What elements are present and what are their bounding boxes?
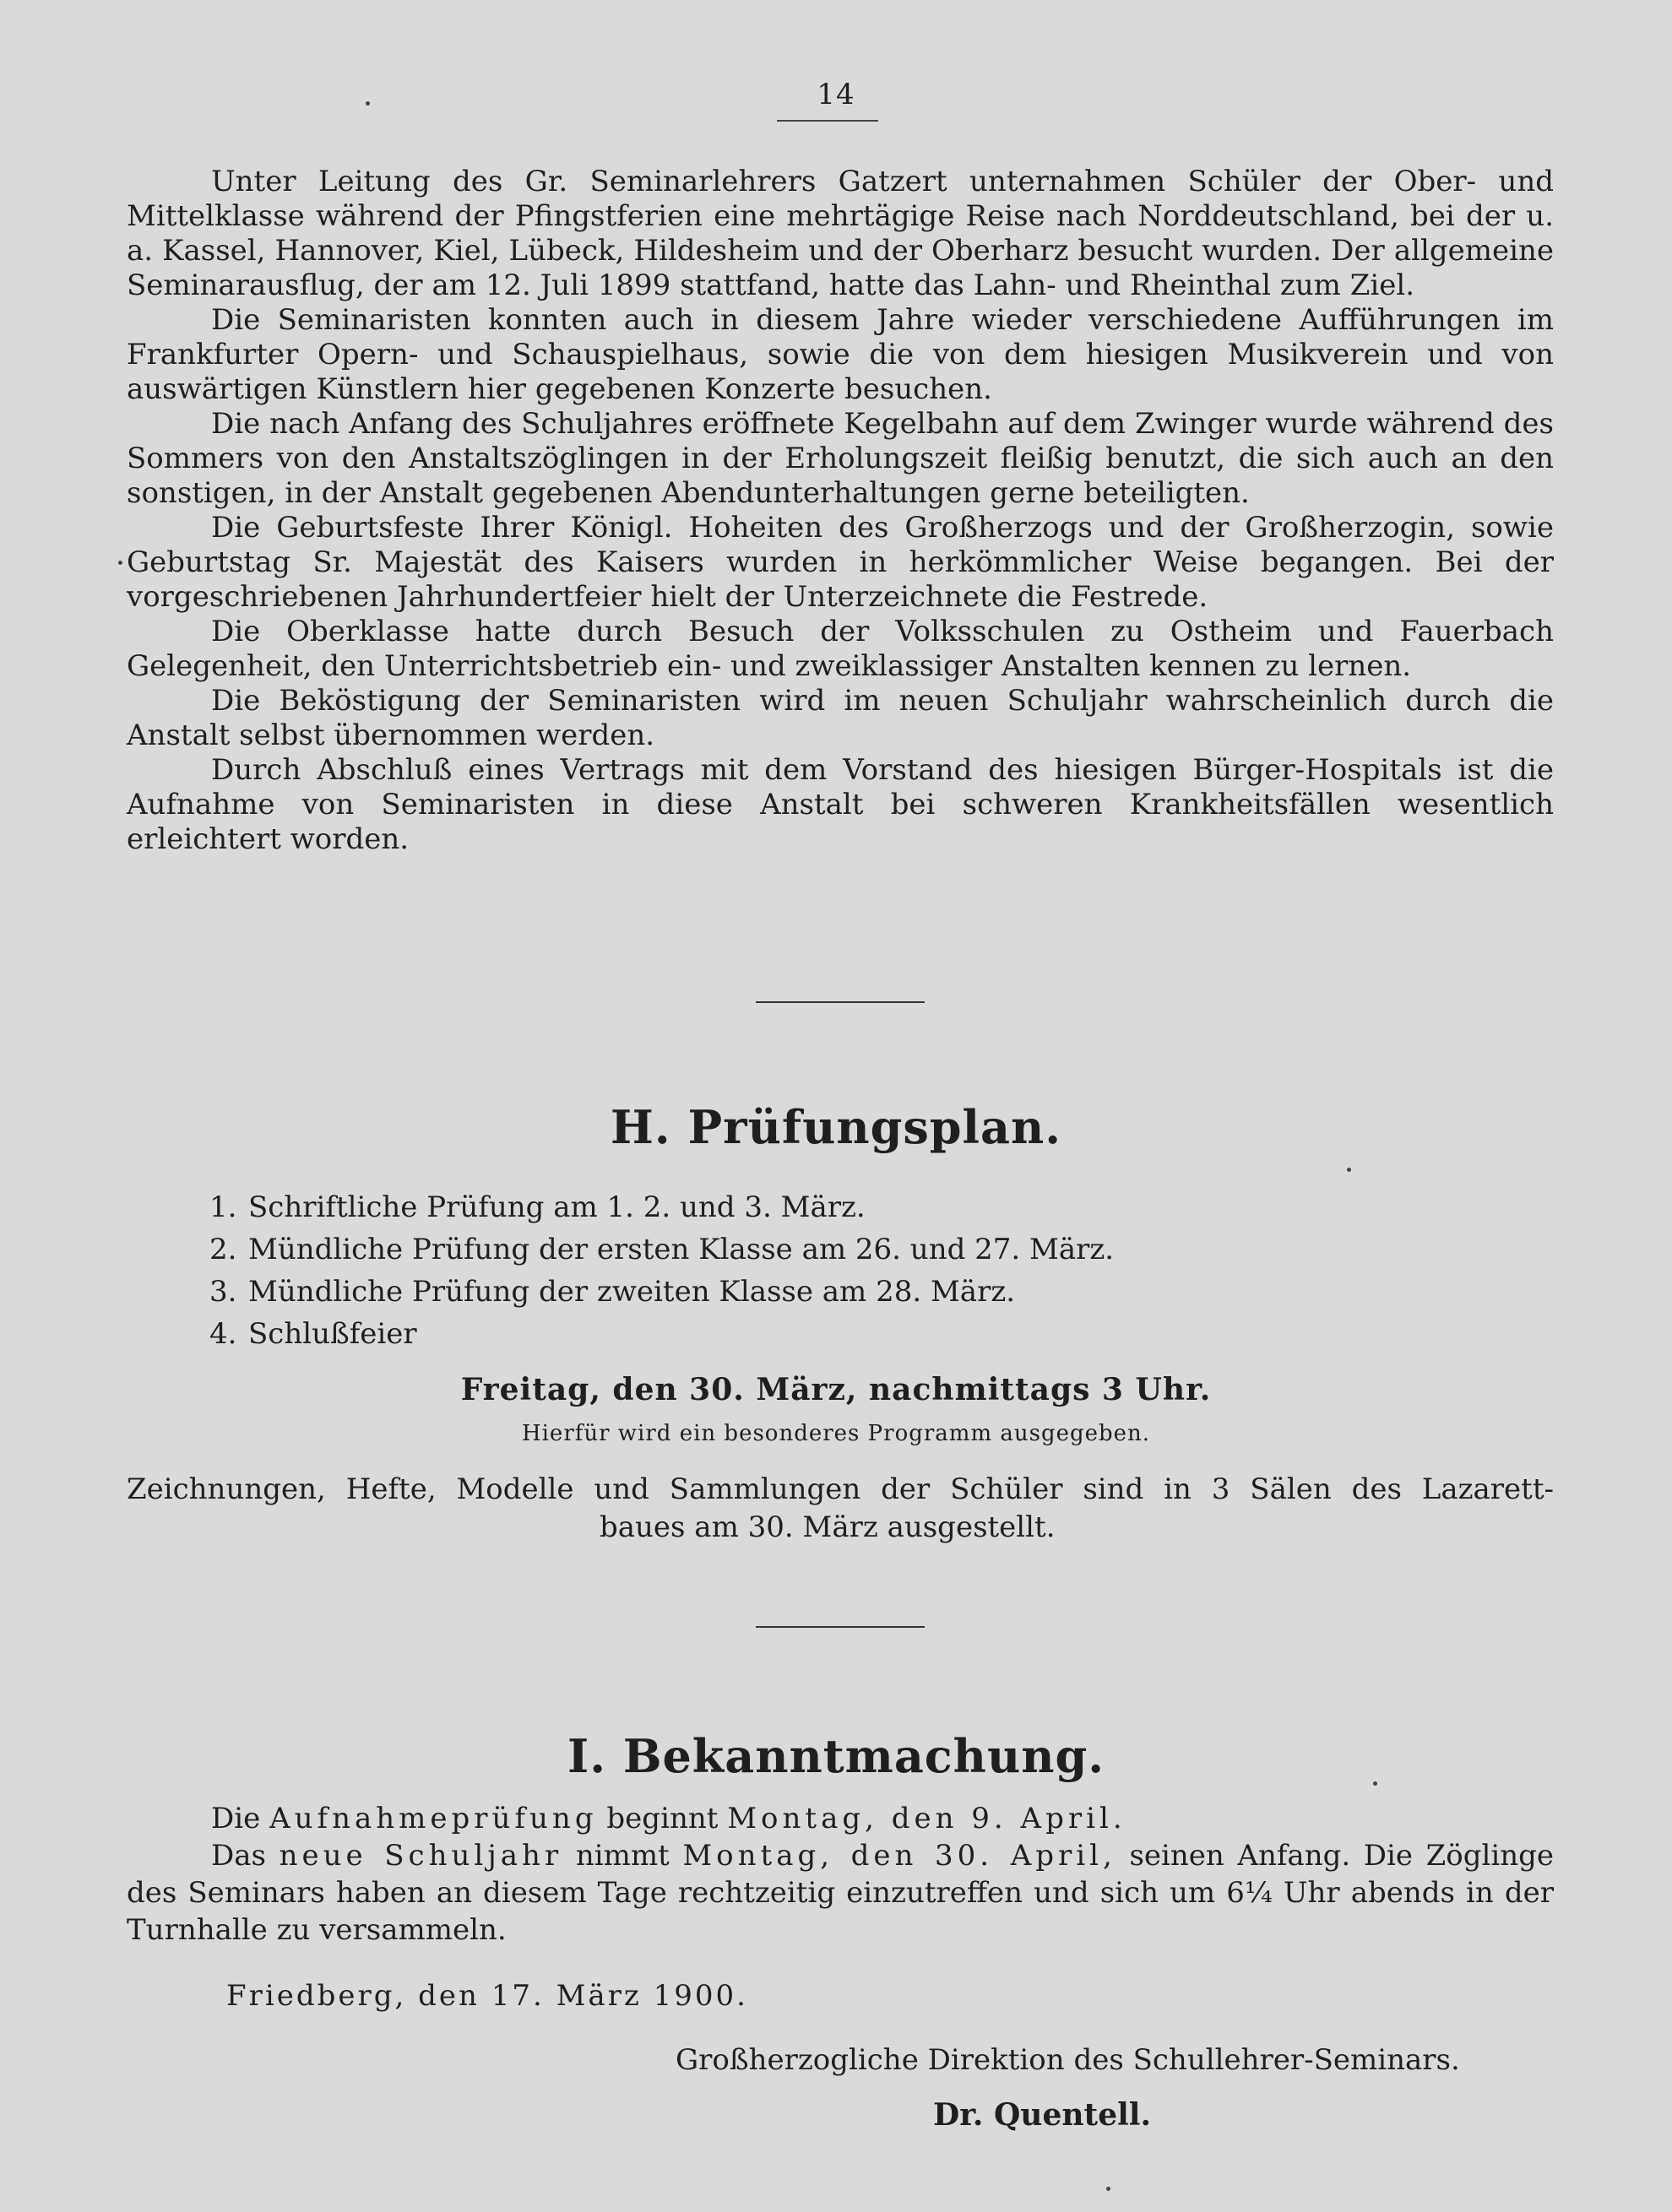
exhibit-line-1: Zeichnungen, Hefte, Modelle und Sammlungen der Schüler sind in 3 Sälen des Lazarett-	[127, 1472, 1554, 1506]
paragraph-performances: Die Seminaristen konnten auch in diesem Jahre wieder verschiedene Aufführungen im Frankfurter Opern- und Schauspielhaus, sowie die von dem hiesigen Musikverein und von auswärtigen Künstlern hier gegebenen Konzerte besuchen.	[127, 303, 1554, 406]
year-intro: Das	[211, 1839, 266, 1873]
exam-intro: Die	[211, 1802, 261, 1835]
exhibit-notice	[127, 1471, 1554, 1547]
page-number-rule	[777, 120, 878, 122]
paragraph-hospital: Durch Abschluß eines Vertrags mit dem Vorstand des hiesigen Bürger-Hospitals ist die Aufnahme von Seminaristen in diese Anstalt bei schweren Krankheitsfällen wesentlich erleichtert worden.	[127, 753, 1554, 856]
item-text: Mündliche Prüfung der zweiten Klasse am 28. März.	[248, 1275, 1016, 1309]
year-date: Montag, den 30. April,	[682, 1839, 1116, 1873]
section-i-body	[127, 1800, 1554, 1949]
paper-speck	[366, 101, 370, 106]
item-text: Schlußfeier	[248, 1317, 417, 1351]
section-divider	[756, 1626, 925, 1628]
paragraph-birthdays: Die Geburtsfeste Ihrer Königl. Hoheiten des Großherzogs und der Großherzogin, sowie Geburtstag Sr. Majestät des Kaisers wurden in herkömmlicher Weise begangen. Bei der vorgeschriebenen Jahrhundertfeier hielt der Unterzeichnete die Festrede.	[127, 511, 1554, 614]
exam-date: Montag, den 9. April.	[727, 1802, 1126, 1835]
exam-label: Aufnahmeprüfung	[269, 1802, 598, 1835]
item-text: Schriftliche Prüfung am 1. 2. und 3. März.	[248, 1190, 866, 1224]
section-i-heading: I. Bekanntmachung.	[567, 1729, 1105, 1783]
item-number: 1.	[209, 1190, 237, 1224]
paragraph-school-visits: Die Oberklasse hatte durch Besuch der Volksschulen zu Ostheim und Fauerbach Gelegenheit, den Unterrichtsbetrieb ein- und zweiklassiger Anstalten kennen zu lernen.	[127, 615, 1554, 683]
issuing-authority: Großherzogliche Direktion des Schullehrer-Seminars.	[676, 2043, 1460, 2077]
year-rest: seinen Anfang. Die Zöglinge des Seminars haben an diesem Tage rechtzeitig einzutreffen und sich um 6¼ Uhr abends in der Turnhalle zu versammeln.	[127, 1839, 1555, 1947]
section-g-body	[127, 165, 1554, 857]
paragraph-catering: Die Beköstigung der Seminaristen wird im neuen Schuljahr wahrscheinlich durch die Anstalt selbst übernommen werden.	[127, 684, 1554, 752]
item-text: Mündliche Prüfung der ersten Klasse am 26. und 27. März.	[248, 1233, 1115, 1266]
celebration-date: Freitag, den 30. März, nachmittags 3 Uhr.	[460, 1372, 1212, 1407]
exhibit-line-2: baues am 30. März ausgestellt.	[600, 1510, 1056, 1544]
paper-speck	[1347, 1168, 1351, 1172]
paragraph-excursion: Unter Leitung des Gr. Seminarlehrers Gatzert unternahmen Schüler der Ober- und Mittelklasse während der Pfingstferien eine mehrtägige Reise nach Norddeutschland, bei der u. a. Kassel, Hannover, Kiel, Lübeck, Hildesheim und der Oberharz besucht wurden. Der allgemeine Seminarausflug, der am 12. Juli 1899 stattfand, hatte das Lahn- und Rheinthal zum Ziel.	[127, 165, 1554, 302]
section-divider	[756, 1001, 925, 1003]
paper-speck	[118, 561, 122, 565]
item-number: 3.	[209, 1275, 237, 1309]
year-verb: nimmt	[575, 1839, 670, 1873]
paragraph-bowling-alley: Die nach Anfang des Schuljahres eröffnete Kegelbahn auf dem Zwinger wurde während des Sommers von den Anstaltszöglingen in der Erholungszeit fleißig benutzt, die sich auch an den sonstigen, in der Anstalt gegebenen Abendunterhaltungen gerne beteiligten.	[127, 407, 1554, 510]
year-label: neue Schuljahr	[279, 1839, 563, 1873]
paragraph-new-school-year	[127, 1837, 1554, 1949]
exam-verb: beginnt	[606, 1802, 719, 1835]
paper-speck	[1373, 1781, 1377, 1786]
item-number: 4.	[209, 1317, 237, 1351]
paper-speck	[1106, 2187, 1110, 2191]
signature: Dr. Quentell.	[933, 2097, 1151, 2133]
list-item	[209, 1186, 1307, 1228]
list-item	[209, 1228, 1307, 1271]
celebration-note: Hierfür wird ein besonderes Programm ausgegeben.	[521, 1421, 1151, 1446]
page-number: 14	[817, 78, 855, 111]
paragraph-entrance-exam	[127, 1800, 1554, 1837]
section-h-heading: H. Prüfungsplan.	[610, 1100, 1062, 1154]
list-item	[209, 1313, 1307, 1355]
list-item	[209, 1271, 1307, 1313]
item-number: 2.	[209, 1233, 237, 1266]
dateline: Friedberg, den 17. März 1900.	[226, 1979, 748, 2013]
exam-schedule-list	[209, 1186, 1307, 1355]
